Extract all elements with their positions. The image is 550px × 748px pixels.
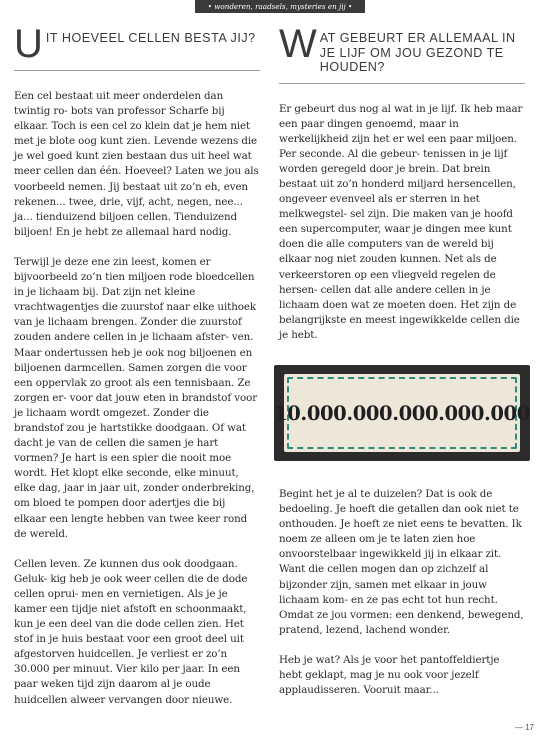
paragraph: Heb je wat? Als je voor het pantoffeldiertje hebt geklapt, mag je nu ook voor jezelf applaudisseren. Vooruit maar... (279, 653, 500, 697)
paragraph: Terwijl je deze ene zin leest, komen er bijvoorbeeld zo’n tien miljoen rode bloedcellen in je lichaam bij. Dat zijn net kleine vrachtwagentjes die zuurstof naar elke uithoek van je lichaam brengen. Zonder die zuurstof zouden andere cellen in je lichaam afster- ven. Maar ondertussen heb je ook nog biljoenen en biljoenen darmcellen. Samen zorgen die voor een oppervlak zo groot als een tennisbaan. Ze zorgen er- voor dat jouw eten in brandstof voor je lichaam wordt omgezet. Zonder die brandstof zou je hartstikke doodgaan. Of wat dacht je van de cellen die samen je hart vormen? Je hart is een spier die nooit moe wordt. Het klopt elke seconde, elke minuut, elke dag, jaar in jaar uit, zonder onderbreking, om bloed te pompen door adertjes die bij elkaar een lengte hebben van twee keer rond de wereld. (14, 255, 258, 540)
section-heading-right (279, 22, 525, 84)
heading-text: IT HOEVEEL CELLEN BESTA JIJ? (45, 31, 256, 45)
number-banner (274, 365, 530, 461)
heading-initial: U (14, 22, 43, 66)
section-heading-left (14, 22, 260, 71)
page-number: — 17 (514, 723, 534, 732)
heading-text: AT GEBEURT ER ALLEMAAL IN JE LIJF OM JOU GEZOND TE HOUDEN? (319, 31, 516, 74)
running-head: • wonderen, raadsels, mysteries en jij • (195, 0, 365, 13)
paragraph: Er gebeurt dus nog al wat in je lijf. Ik heb maar een paar dingen genoemd, maar in werkelijkheid zijn het er wel een paar miljoen. Per seconde. Al die gebeur- tenissen in je lijf worden geregeld door je brein. Dat brein bestaat uit zo’n honderd miljard hersencellen, ongeveer evenveel als er sterren in het melkwegstel- sel zijn. Die maken van je hoofd een supercomputer, waar je dingen mee kunt doen die alle computers van de wereld bij elkaar nog niet zouden kunnen. Net als de verkeerstoren op een vliegveld regelen de hersen- cellen dat alle andere cellen in je lichaam doen wat ze moeten doen. Het zijn de belangrijkste en meest ingewikkelde cellen die je hebt. (279, 102, 523, 341)
left-column (14, 22, 260, 723)
banner-panel (274, 374, 530, 452)
paragraph: Begint het je al te duizelen? Dat is ook de bedoeling. Je hoeft die getallen dan ook niet te onthouden. Je hoeft ze niet eens te bevatten. Ik noem ze alleen om je te laten zien hoe onvoorstelbaar ingewikkeld jij in elkaar zit. Want die cellen mogen dan op zichzelf al bijzonder zijn, samen met elkaar in jouw lichaam kom- en ze pas echt tot hun recht. Omdat ze jou vormen: een denkend, bewegend, pratend, lezend, lachend wonder. (279, 488, 524, 636)
heading-initial: W (279, 22, 317, 66)
paragraph: Een cel bestaat uit meer onderdelen dan twintig ro- bots van professor Scharfe bij elkaar. Toch is een cel zo klein dat je hem niet met je blote oog kunt zien. Levende wezens die je wel goed kunt zien bestaan dus uit heel wat meer cellen dan één. Hoeveel? Laten we jou als voorbeeld nemen. Jij bestaat uit zo’n eh, even rekenen... twee, drie, vijf, acht, negen, nee... ja... tienduizend biljoen cellen. Tienduizend biljoen! En je hebt ze allemaal hard nodig. (14, 90, 259, 238)
right-column (274, 22, 530, 713)
paragraph: Cellen leven. Ze kunnen dus ook doodgaan. Geluk- kig heb je ook weer cellen die de dode cellen oprui- men en vernietigen. Als je je kamer een tijdje niet afstoft en schoonmaakt, kun je een deel van die dode cellen zien. Het stof in je huis bestaat voor een groot deel uit afgestorven huidcellen. Je verliest er zo’n 30.000 per minuut. Vier kilo per jaar. In een paar weken tijd zijn daarom al je oude huidcellen alweer vervangen door nieuwe. (14, 557, 248, 706)
banner-number: 10.000.000.000.000.000 (274, 401, 530, 425)
